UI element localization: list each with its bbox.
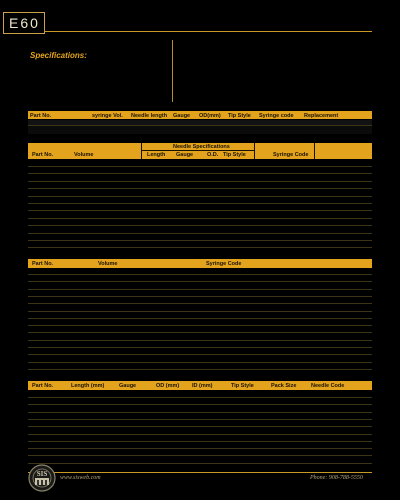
table2-col-tip-style: Tip Style (223, 151, 246, 158)
table1-header (28, 111, 372, 119)
footer-phone: Phone: 908-788-5550 (310, 475, 363, 481)
table3-header (28, 259, 372, 268)
table-row-rule (28, 369, 372, 370)
table4-col-od: OD (mm) (156, 383, 180, 389)
table-row-rule (28, 173, 372, 174)
table3-col-part-no: Part No. (32, 261, 54, 267)
footer-website[interactable]: www.sisweb.com (60, 475, 101, 481)
table2-col-gauge: Gauge (176, 151, 194, 158)
table1-col-gauge: Gauge (173, 112, 191, 119)
table-row-rule (28, 296, 372, 297)
table1-col-syringe-code: Syringe code (259, 112, 294, 119)
table-row-rule (28, 188, 372, 189)
table2-divider (141, 143, 142, 159)
table-row-rule (28, 274, 372, 275)
table1-col-syringe-vol: syringe Vol. (92, 112, 123, 119)
table1-col-tip-style: Tip Style (228, 112, 251, 119)
title-box (3, 12, 45, 34)
table3-col-syringe-code: Syringe Code (206, 261, 242, 267)
table2-group-needle-specifications: Needle Specifications (173, 144, 230, 150)
table2-col-length: Length (147, 151, 166, 158)
table-row-rule (28, 441, 372, 442)
table-row-rule (28, 233, 372, 234)
specifications-label: Specifications: (30, 51, 87, 60)
page-title: E60 (9, 15, 40, 31)
table-row-rule (28, 318, 372, 319)
table-row-rule (28, 203, 372, 204)
table-row-rule (28, 289, 372, 290)
table-row-rule (28, 412, 372, 413)
table-row-rule (28, 347, 372, 348)
table2-col-volume: Volume (74, 151, 94, 158)
table4-col-part-no: Part No. (32, 383, 54, 389)
table-row-rule (28, 448, 372, 449)
title-underline (44, 31, 372, 32)
table-row-rule (28, 426, 372, 427)
table1-col-replacement: Replacement (304, 112, 339, 119)
table-row-rule (28, 247, 372, 248)
table4-col-gauge: Gauge (119, 383, 137, 389)
table-row-rule (28, 325, 372, 326)
table2-divider (314, 143, 315, 159)
table-row-rule (28, 397, 372, 398)
table4-col-pack-size: Pack Size (271, 383, 297, 389)
table-row-rule (28, 218, 372, 219)
table-row-rule (28, 166, 372, 167)
table4-col-tip-style: Tip Style (231, 383, 254, 389)
sis-logo-icon (28, 464, 56, 492)
table-row-rule (28, 332, 372, 333)
table-row-rule (28, 240, 372, 241)
table1-row (28, 126, 372, 134)
table4-col-id: ID (mm) (192, 383, 213, 389)
table-row-rule (28, 419, 372, 420)
table-row-rule (28, 281, 372, 282)
footer-rule (28, 472, 372, 473)
table-row-rule (28, 181, 372, 182)
specifications-divider (172, 40, 173, 102)
table4-col-needle-code: Needle Code (311, 383, 345, 389)
table-row-rule (28, 434, 372, 435)
table-row-rule (28, 340, 372, 341)
table2-col-od: O.D. (207, 151, 219, 158)
table-row-rule (28, 225, 372, 226)
table2-header (28, 143, 372, 159)
table-row-rule (28, 455, 372, 456)
table2-group-rule (141, 150, 254, 151)
table1-col-part-no: Part No. (30, 112, 52, 119)
table2-col-syringe-code: Syringe Code (273, 151, 309, 158)
table2-divider (254, 143, 255, 159)
table-row-rule (28, 362, 372, 363)
table3-col-volume: Volume (98, 261, 118, 267)
table4-header (28, 381, 372, 390)
table-row-rule (28, 404, 372, 405)
svg-text:SIS: SIS (36, 470, 48, 478)
table1-col-od: OD(mm) (199, 112, 221, 119)
table4-col-length: Length (mm) (71, 383, 105, 389)
table-row-rule (28, 303, 372, 304)
table-row-rule (28, 210, 372, 211)
table-row-rule (28, 311, 372, 312)
table2-col-part-no: Part No. (32, 151, 54, 158)
table1-col-needle-length: Needle length (131, 112, 168, 119)
table-row-rule (28, 354, 372, 355)
table-row-rule (28, 463, 372, 464)
table-row-rule (28, 196, 372, 197)
